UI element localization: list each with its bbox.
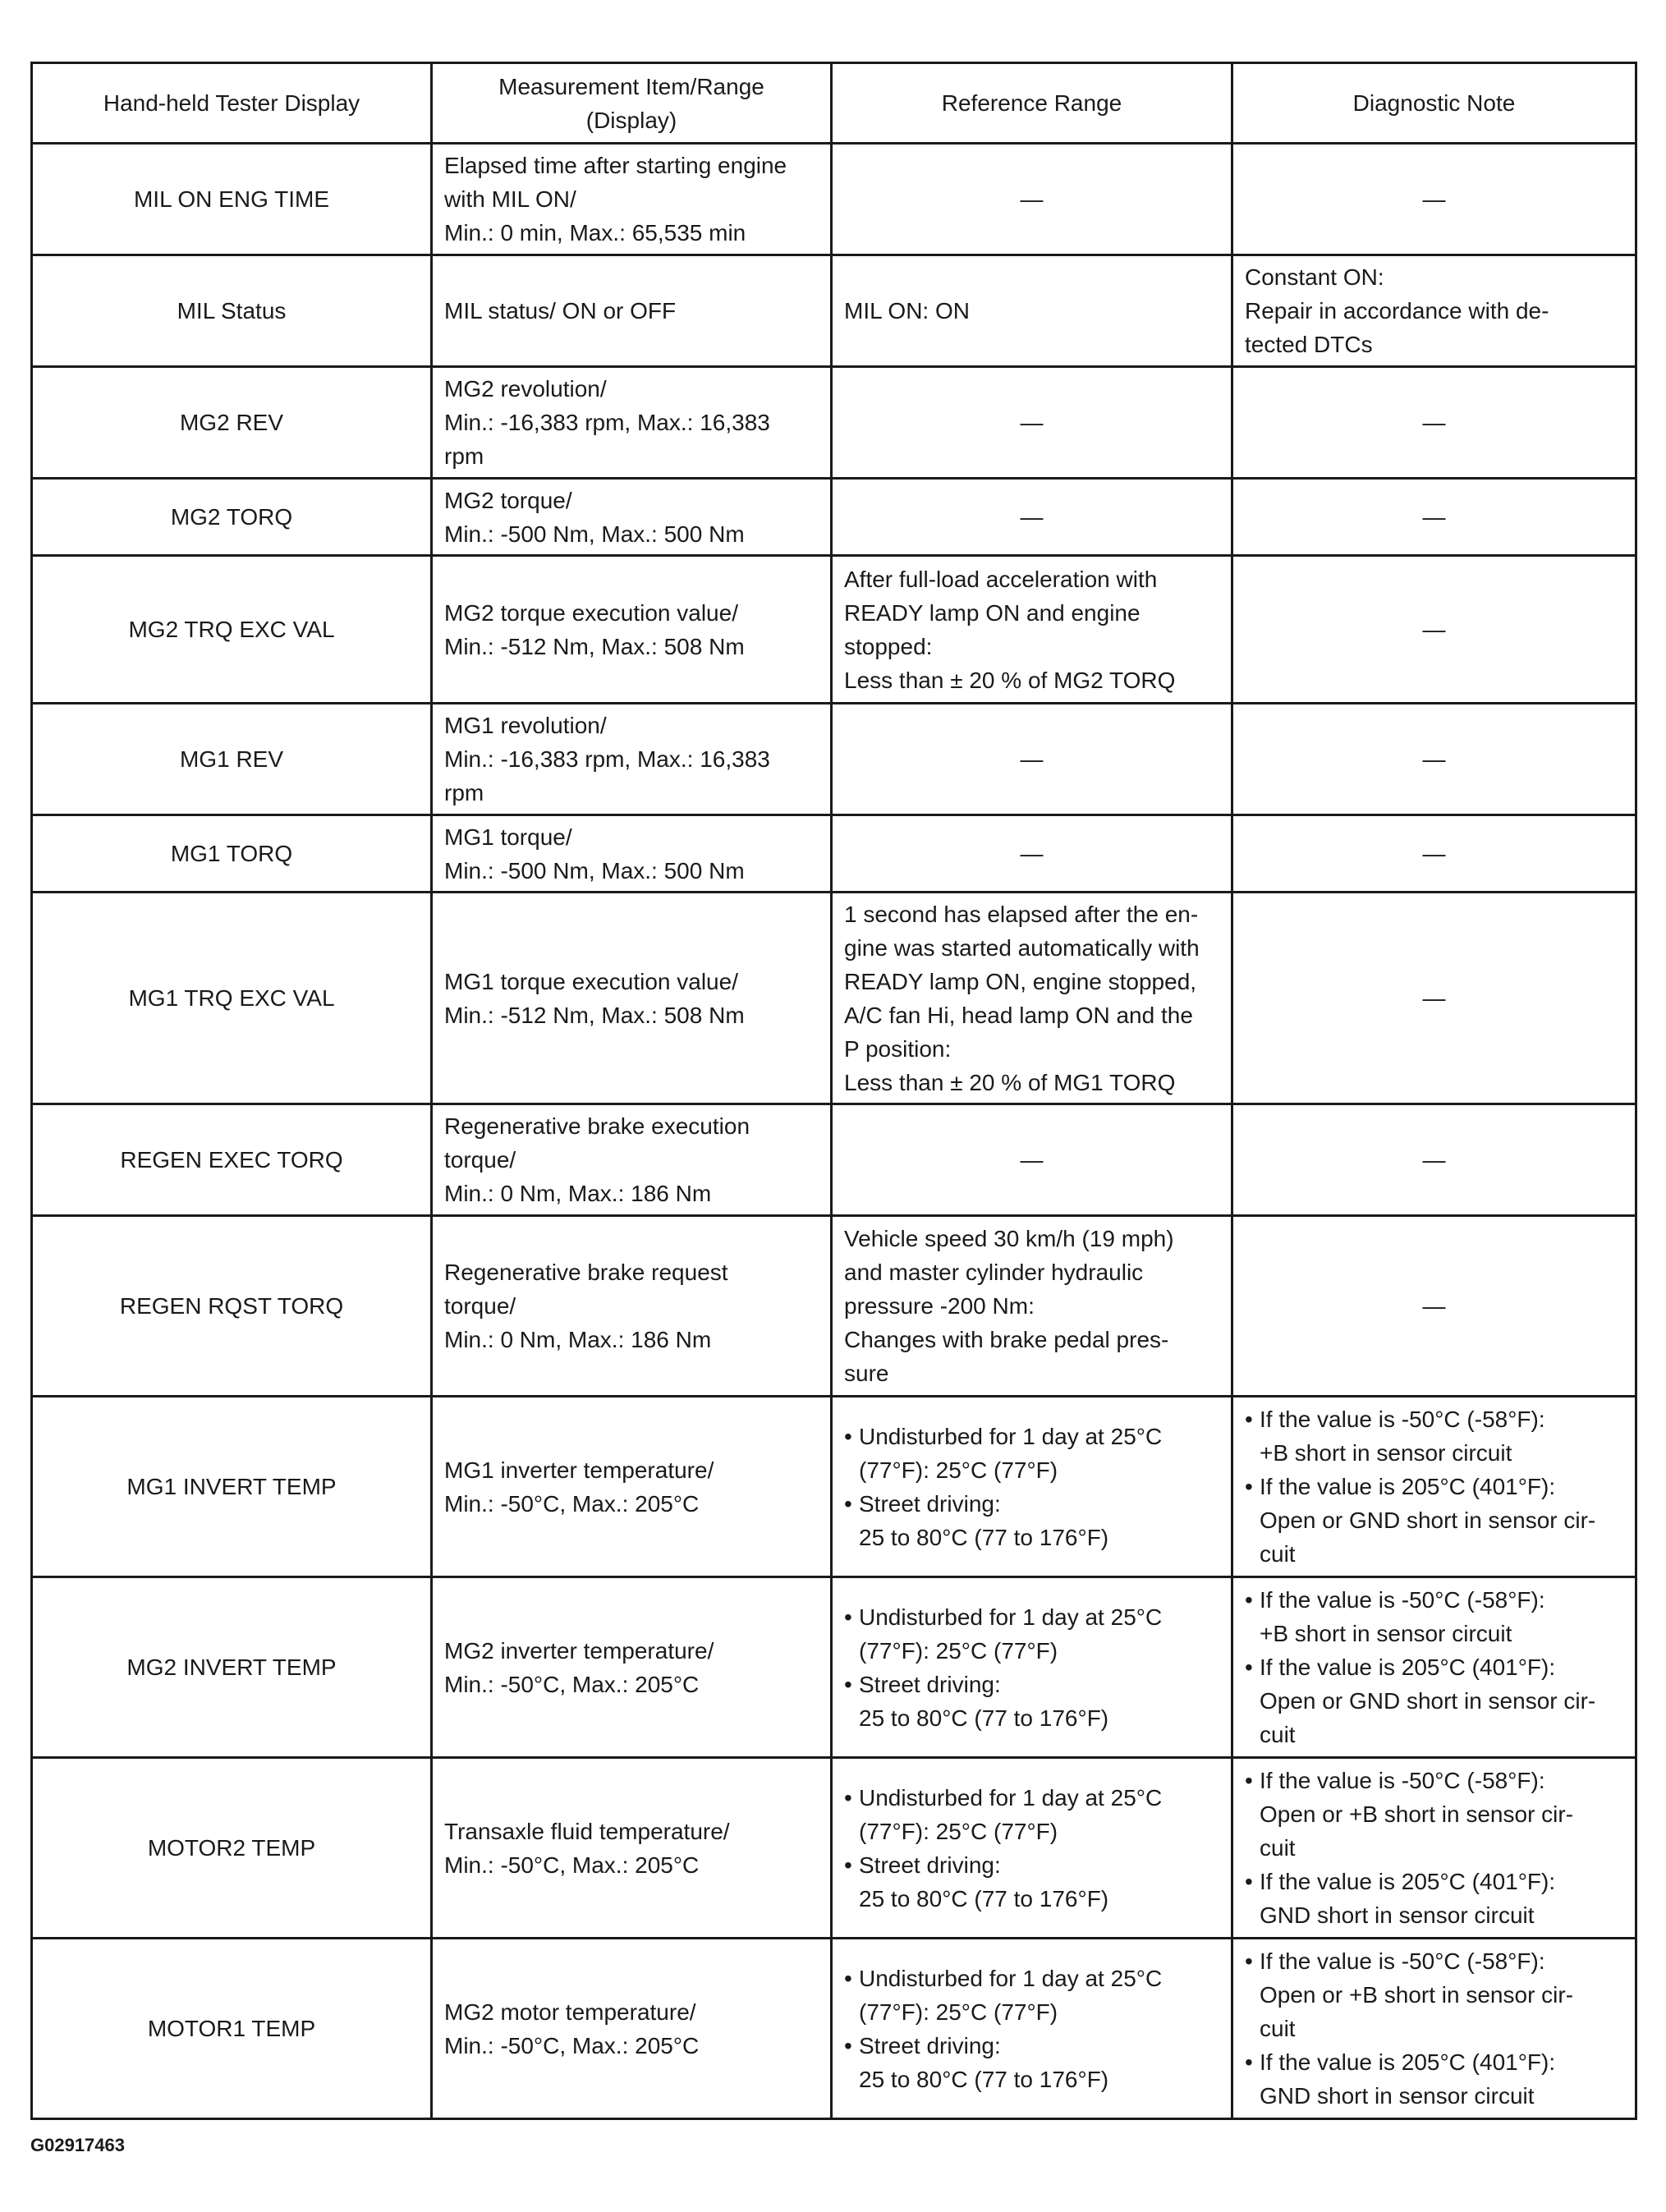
reference-range-cell <box>832 1577 1232 1758</box>
text-line: Min.: 0 Nm, Max.: 186 Nm <box>444 1327 712 1352</box>
reference-range-cell <box>832 1758 1232 1939</box>
text-line: Min.: 0 min, Max.: 65,535 min <box>444 220 746 246</box>
text-line: pressure -200 Nm: <box>844 1293 1035 1319</box>
header-measurement-line: Measurement Item/Range <box>498 73 764 99</box>
text-line: Min.: -512 Nm, Max.: 508 Nm <box>444 1002 745 1028</box>
text-line: A/C fan Hi, head lamp ON and the <box>844 1002 1193 1028</box>
em-dash-placeholder: — <box>1422 1293 1446 1319</box>
text-line: Repair in accordance with de- <box>1245 298 1549 324</box>
text-line: MG1 torque/ <box>444 824 572 850</box>
tester-display-label: REGEN RQST TORQ <box>32 1216 432 1397</box>
text-line: MG2 inverter temperature/ <box>444 1637 714 1664</box>
text-line: READY lamp ON, engine stopped, <box>844 968 1197 994</box>
text-line: MG2 motor temperature/ <box>444 1999 696 2025</box>
diagnostic-note-cell <box>1232 1577 1636 1758</box>
em-dash-placeholder: — <box>1020 1147 1044 1173</box>
bullet-line: (77°F): 25°C (77°F) <box>859 1999 1058 2025</box>
bullet-line: cuit <box>1260 1541 1296 1567</box>
em-dash-placeholder: — <box>1020 410 1044 435</box>
bullet-line: • If the value is 205°C (401°F): <box>1245 1865 1623 1898</box>
tester-display-label: MG1 TRQ EXC VAL <box>32 893 432 1104</box>
table-row <box>32 1577 1636 1758</box>
table-row <box>32 1104 1636 1216</box>
diagnostic-note-cell <box>1232 1216 1636 1397</box>
measurement-item-cell <box>432 255 832 367</box>
reference-range-cell <box>832 1104 1232 1216</box>
tester-display-label: MOTOR2 TEMP <box>32 1758 432 1939</box>
diagnostic-note-cell <box>1232 1397 1636 1577</box>
table-row <box>32 815 1636 893</box>
text-line: rpm <box>444 443 484 469</box>
bullet-line: • If the value is -50°C (-58°F): <box>1245 1944 1623 1978</box>
reference-range-cell <box>832 893 1232 1104</box>
text-line: Less than ± 20 % of MG2 TORQ <box>844 667 1176 693</box>
bullet-line: Open or GND short in sensor cir- <box>1260 1688 1596 1714</box>
text-line: Min.: -500 Nm, Max.: 500 Nm <box>444 857 745 883</box>
text-line: After full-load acceleration with <box>844 566 1158 592</box>
bullet-line: 25 to 80°C (77 to 176°F) <box>859 1524 1109 1550</box>
table-row <box>32 1397 1636 1577</box>
table-row <box>32 1939 1636 2119</box>
tester-display-label: MG1 REV <box>32 704 432 815</box>
text-line: MIL ON: ON <box>844 298 970 324</box>
table-row <box>32 255 1636 367</box>
figure-id: G02917463 <box>30 2135 125 2155</box>
table-row <box>32 367 1636 479</box>
text-line: Min.: -16,383 rpm, Max.: 16,383 <box>444 746 770 772</box>
em-dash-placeholder: — <box>1020 841 1044 866</box>
text-line: READY lamp ON and engine <box>844 599 1140 626</box>
text-line: MG1 torque execution value/ <box>444 968 738 994</box>
text-line: MG2 torque execution value/ <box>444 599 738 626</box>
bullet-line: • Undisturbed for 1 day at 25°C <box>844 1781 1219 1815</box>
bullet-line: +B short in sensor circuit <box>1260 1440 1512 1466</box>
measurement-item-cell <box>432 479 832 556</box>
tester-display-label: REGEN EXEC TORQ <box>32 1104 432 1216</box>
tester-display-label: MOTOR1 TEMP <box>32 1939 432 2119</box>
text-line: Min.: -50°C, Max.: 205°C <box>444 2032 700 2058</box>
table-row <box>32 479 1636 556</box>
em-dash-placeholder: — <box>1422 617 1446 642</box>
bullet-line: 25 to 80°C (77 to 176°F) <box>859 1885 1109 1911</box>
text-line: and master cylinder hydraulic <box>844 1260 1144 1285</box>
header-measurement-item <box>432 63 832 144</box>
reference-range-cell <box>832 367 1232 479</box>
text-line: Changes with brake pedal pres- <box>844 1327 1169 1352</box>
text-line: Min.: -512 Nm, Max.: 508 Nm <box>444 633 745 659</box>
text-line: Min.: -50°C, Max.: 205°C <box>444 1671 700 1697</box>
bullet-line: (77°F): 25°C (77°F) <box>859 1457 1058 1483</box>
reference-range-cell <box>832 815 1232 893</box>
text-line: Vehicle speed 30 km/h (19 mph) <box>844 1226 1174 1251</box>
bullet-line: cuit <box>1260 1722 1296 1747</box>
text-line: MG1 revolution/ <box>444 713 607 738</box>
bullet-line: +B short in sensor circuit <box>1260 1621 1512 1646</box>
bullet-line: • If the value is 205°C (401°F): <box>1245 2045 1623 2079</box>
text-line: 1 second has elapsed after the en- <box>844 901 1199 927</box>
tester-display-label: MG2 TRQ EXC VAL <box>32 556 432 704</box>
diagnostic-note-cell <box>1232 893 1636 1104</box>
measurement-item-cell <box>432 893 832 1104</box>
diagnostic-note-cell <box>1232 1758 1636 1939</box>
em-dash-placeholder: — <box>1020 186 1044 212</box>
reference-range-cell <box>832 1939 1232 2119</box>
bullet-line: • Street driving: <box>844 1668 1219 1701</box>
diagnostic-note-cell <box>1232 1104 1636 1216</box>
bullet-line: GND short in sensor circuit <box>1260 1902 1535 1928</box>
bullet-line: • Street driving: <box>844 1848 1219 1882</box>
table-header-row <box>32 63 1636 144</box>
table-row <box>32 144 1636 255</box>
bullet-line: • If the value is 205°C (401°F): <box>1245 1650 1623 1684</box>
em-dash-placeholder: — <box>1422 410 1446 435</box>
reference-range-cell <box>832 704 1232 815</box>
reference-range-cell <box>832 1216 1232 1397</box>
bullet-line: • If the value is -50°C (-58°F): <box>1245 1583 1623 1617</box>
reference-range-cell <box>832 1397 1232 1577</box>
measurement-item-cell <box>432 1758 832 1939</box>
bullet-line: • Undisturbed for 1 day at 25°C <box>844 1600 1219 1634</box>
table-row <box>32 704 1636 815</box>
text-line: Less than ± 20 % of MG1 TORQ <box>844 1069 1176 1095</box>
header-reference-range: Reference Range <box>832 63 1232 144</box>
bullet-line: • Undisturbed for 1 day at 25°C <box>844 1962 1219 1995</box>
diagnostic-note-cell <box>1232 704 1636 815</box>
reference-range-cell <box>832 479 1232 556</box>
em-dash-placeholder: — <box>1422 1147 1446 1173</box>
table-row <box>32 1758 1636 1939</box>
em-dash-placeholder: — <box>1020 504 1044 530</box>
em-dash-placeholder: — <box>1422 841 1446 866</box>
bullet-line: • If the value is -50°C (-58°F): <box>1245 1764 1623 1797</box>
text-line: sure <box>844 1361 889 1386</box>
bullet-line: • Undisturbed for 1 day at 25°C <box>844 1420 1219 1453</box>
measurement-item-cell <box>432 1104 832 1216</box>
bullet-line: • If the value is -50°C (-58°F): <box>1245 1402 1623 1436</box>
tester-display-label: MG2 INVERT TEMP <box>32 1577 432 1758</box>
text-line: MIL status/ ON or OFF <box>444 298 677 324</box>
em-dash-placeholder: — <box>1422 504 1446 530</box>
table-row <box>32 556 1636 704</box>
em-dash-placeholder: — <box>1422 985 1446 1011</box>
bullet-line: 25 to 80°C (77 to 176°F) <box>859 1705 1109 1731</box>
text-line: with MIL ON/ <box>444 186 576 212</box>
text-line: Min.: -500 Nm, Max.: 500 Nm <box>444 521 745 547</box>
measurement-item-cell <box>432 144 832 255</box>
reference-range-cell <box>832 255 1232 367</box>
measurement-item-cell <box>432 367 832 479</box>
header-measurement-line: (Display) <box>585 107 677 133</box>
diagnostic-note-cell <box>1232 144 1636 255</box>
header-diagnostic-note: Diagnostic Note <box>1232 63 1636 144</box>
reference-range-cell <box>832 556 1232 704</box>
text-line: stopped: <box>844 633 933 659</box>
table-row <box>32 1216 1636 1397</box>
tester-display-label: MG1 TORQ <box>32 815 432 893</box>
text-line: Constant ON: <box>1245 264 1384 290</box>
tester-display-label: MG2 REV <box>32 367 432 479</box>
bullet-line: cuit <box>1260 2016 1296 2041</box>
text-line: Min.: -50°C, Max.: 205°C <box>444 1852 700 1878</box>
text-line: Min.: -50°C, Max.: 205°C <box>444 1490 700 1517</box>
measurement-item-cell <box>432 1216 832 1397</box>
text-line: Min.: 0 Nm, Max.: 186 Nm <box>444 1181 712 1206</box>
text-line: MG2 revolution/ <box>444 376 607 402</box>
text-line: MG1 inverter temperature/ <box>444 1457 714 1483</box>
bullet-line: • Street driving: <box>844 1487 1219 1521</box>
bullet-line: (77°F): 25°C (77°F) <box>859 1637 1058 1664</box>
bullet-line: 25 to 80°C (77 to 176°F) <box>859 2066 1109 2092</box>
data-list-table <box>30 62 1637 2120</box>
text-line: Elapsed time after starting engine <box>444 153 787 178</box>
em-dash-placeholder: — <box>1020 746 1044 772</box>
diagnostic-note-cell <box>1232 815 1636 893</box>
diagnostic-note-cell <box>1232 1939 1636 2119</box>
text-line: torque/ <box>444 1147 516 1173</box>
text-line: MG2 torque/ <box>444 487 572 513</box>
text-line: tected DTCs <box>1245 332 1373 357</box>
bullet-line: Open or +B short in sensor cir- <box>1260 1801 1574 1827</box>
text-line: gine was started automatically with <box>844 934 1200 961</box>
em-dash-placeholder: — <box>1422 186 1446 212</box>
tester-display-label: MIL Status <box>32 255 432 367</box>
text-line: P position: <box>844 1035 952 1062</box>
measurement-item-cell <box>432 1397 832 1577</box>
bullet-line: • Street driving: <box>844 2029 1219 2063</box>
measurement-item-cell <box>432 556 832 704</box>
text-line: Min.: -16,383 rpm, Max.: 16,383 <box>444 410 770 435</box>
text-line: rpm <box>444 780 484 805</box>
measurement-item-cell <box>432 1939 832 2119</box>
tester-display-label: MG1 INVERT TEMP <box>32 1397 432 1577</box>
diagnostic-note-cell <box>1232 367 1636 479</box>
bullet-line: GND short in sensor circuit <box>1260 2083 1535 2109</box>
bullet-line: • If the value is 205°C (401°F): <box>1245 1470 1623 1503</box>
text-line: Regenerative brake request <box>444 1260 728 1285</box>
text-line: torque/ <box>444 1293 516 1319</box>
bullet-line: Open or +B short in sensor cir- <box>1260 1982 1574 2008</box>
bullet-line: cuit <box>1260 1835 1296 1861</box>
bullet-line: Open or GND short in sensor cir- <box>1260 1508 1596 1533</box>
text-line: Transaxle fluid temperature/ <box>444 1818 730 1844</box>
reference-range-cell <box>832 144 1232 255</box>
measurement-item-cell <box>432 1577 832 1758</box>
measurement-item-cell <box>432 704 832 815</box>
diagnostic-note-cell <box>1232 255 1636 367</box>
measurement-item-cell <box>432 815 832 893</box>
table-row <box>32 893 1636 1104</box>
diagnostic-note-cell <box>1232 556 1636 704</box>
header-tester-display: Hand-held Tester Display <box>32 63 432 144</box>
text-line: Regenerative brake execution <box>444 1113 750 1139</box>
em-dash-placeholder: — <box>1422 746 1446 772</box>
diagnostic-note-cell <box>1232 479 1636 556</box>
tester-display-label: MG2 TORQ <box>32 479 432 556</box>
bullet-line: (77°F): 25°C (77°F) <box>859 1818 1058 1844</box>
tester-display-label: MIL ON ENG TIME <box>32 144 432 255</box>
